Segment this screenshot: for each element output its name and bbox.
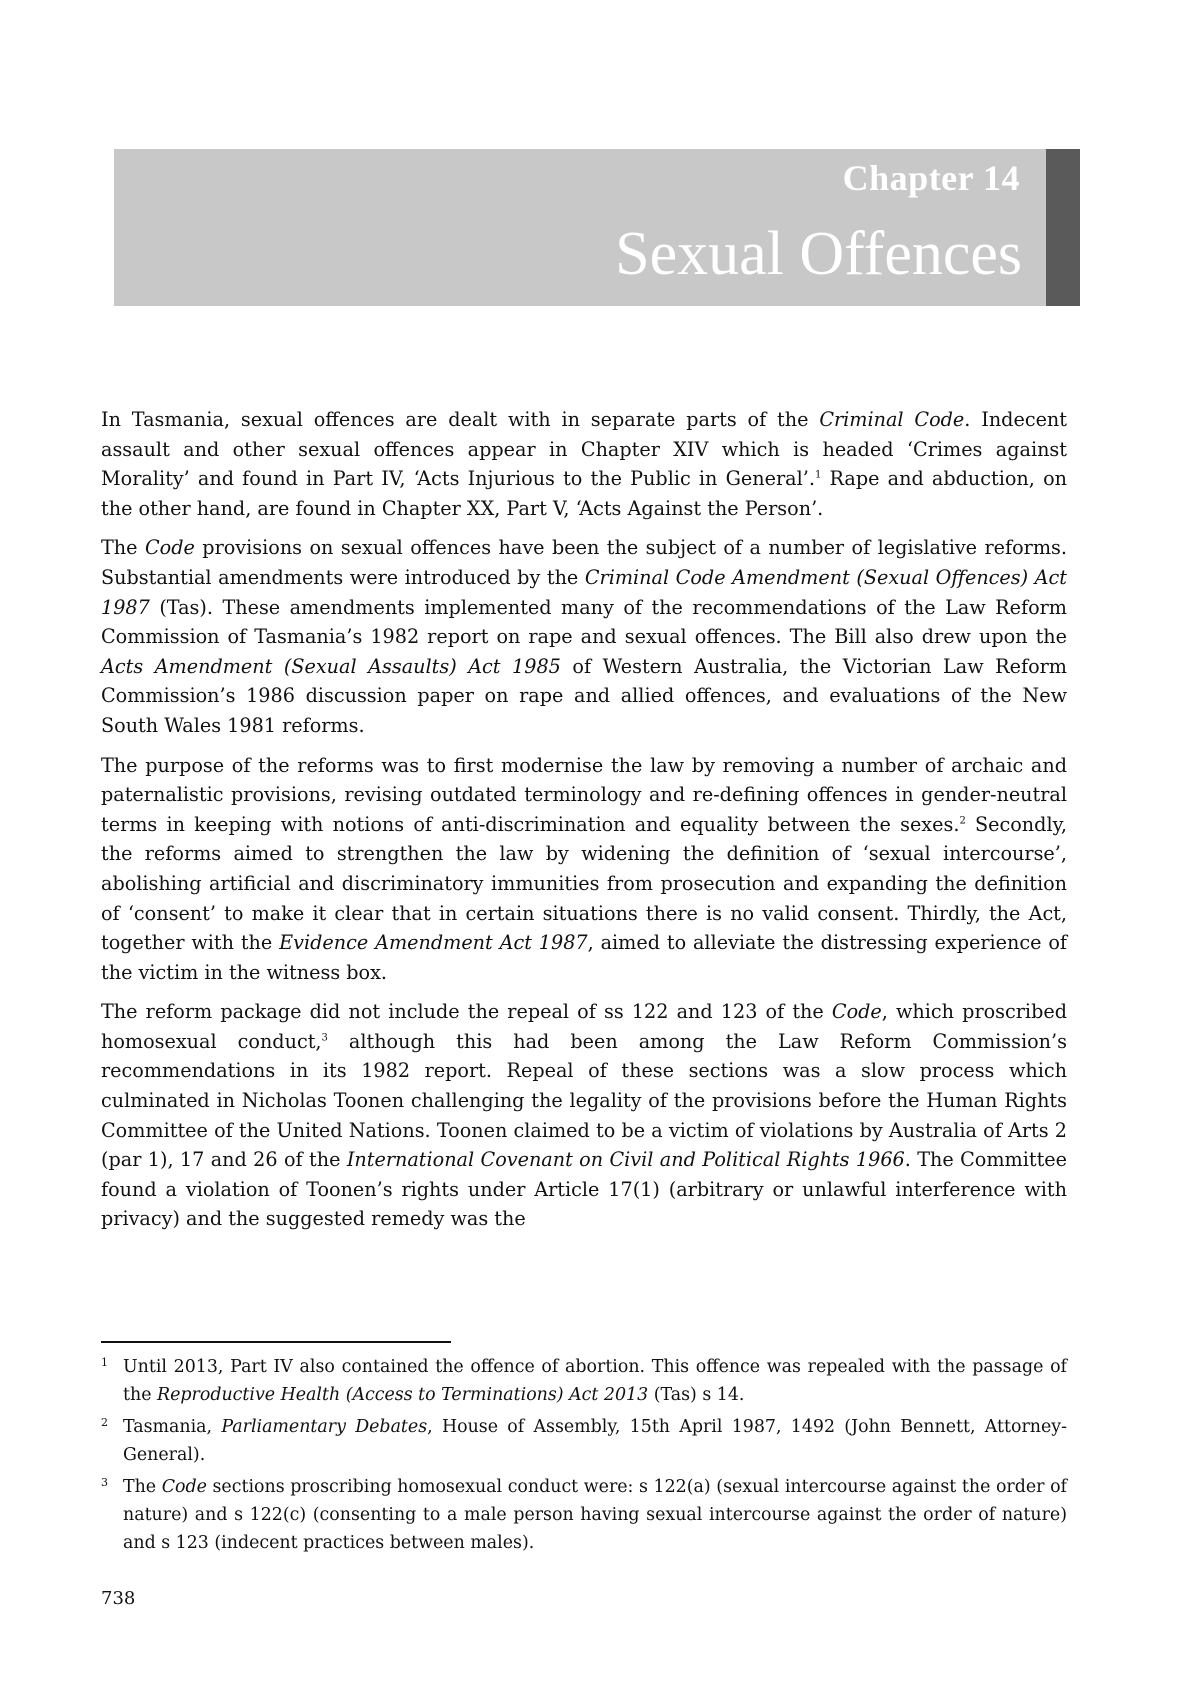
text-run: . Indecent assault and other sexual offences appear in Chapter XIV which is headed ‘Crimes against Morality’ and found in Part IV, ‘Acts Injurious to the Public in General’.	[101, 408, 1067, 491]
chapter-title: Sexual Offences	[615, 220, 1022, 288]
footnotes	[101, 1353, 1067, 1561]
italic-text: Parliamentary Debates	[221, 1417, 428, 1437]
text-run: although this had been among the Law Reform Commission’s recommendations in its 1982 report. Repeal of these sections was a slow process which culminated in Nicholas Toonen challenging the legality of the provisions before the Human Rights Committee of the United Nations. Toonen claimed to be a victim of violations by Australia of Arts 2 (par 1), 17 and 26 of the	[101, 1029, 1067, 1172]
footnote	[101, 1413, 1067, 1469]
text-run: , aimed to alleviate the distressing experience of the victim in the witness box.	[101, 931, 1067, 984]
text-run: (Tas) s 14.	[648, 1385, 745, 1405]
body-paragraph	[101, 405, 1067, 523]
italic-text: Code	[144, 536, 195, 560]
body-paragraph	[101, 533, 1067, 740]
text-run: Rape and abduction, on the other hand, are found in Chapter XX, Part V, ‘Acts Against the Person’.	[101, 467, 1067, 520]
body-paragraph	[101, 997, 1067, 1234]
italic-text: Evidence Amendment Act 1987	[279, 931, 588, 955]
footnote-ref: 3	[321, 1032, 328, 1044]
footnote-text	[123, 1473, 1067, 1557]
footnote-number: 2	[101, 1416, 108, 1429]
footnote-number: 3	[101, 1476, 108, 1489]
italic-text: Criminal Code	[819, 408, 965, 431]
text-run: . The Committee found a violation of Toonen’s rights under Article 17(1) (arbitrary or unlawful interference with privacy) and the suggested remedy was the	[101, 1148, 1068, 1231]
footnote-ref: 2	[959, 815, 966, 827]
italic-text: Reproductive Health (Access to Terminations) Act 2013	[157, 1385, 649, 1405]
italic-text: Acts Amendment (Sexual Assaults) Act 1985	[101, 654, 561, 678]
text-run: The purpose of the reforms was to first modernise the law by removing a number of archaic and paternalistic provisions, revising outdated terminology and re-defining offences in gender-neutral terms in keeping with notions of anti-discrimination and equality between the sexes.	[101, 753, 1067, 836]
text-run: Tasmania,	[123, 1417, 222, 1437]
footnote-ref: 1	[814, 469, 822, 481]
text-run: (Tas). These amendments implemented many of the recommendations of the Law Reform Commission of Tasmania’s 1982 report on rape and sexual offences. The Bill also drew upon the	[101, 595, 1067, 649]
text-run: The	[101, 536, 145, 560]
italic-text: International Covenant on Civil and Political Rights 1966	[346, 1148, 905, 1172]
italic-text: Criminal Code Amendment (Sexual Offences) Act 1987	[101, 565, 1067, 619]
text-run: of Western Australia, the Victorian Law Reform Commission’s 1986 discussion paper on rape and allied offences, and evaluations of the New South Wales 1981 reforms.	[101, 654, 1067, 737]
text-run: In Tasmania, sexual offences are dealt with in separate parts of the	[101, 408, 820, 431]
footnote-text	[123, 1413, 1067, 1469]
italic-text: Code	[831, 1000, 882, 1024]
text-run: provisions on sexual offences have been the subject of a number of legislative reforms. Substantial amendments were introduced by the	[101, 536, 1067, 589]
footnote	[101, 1353, 1067, 1409]
body-text	[101, 405, 1067, 1244]
footnote-text	[123, 1353, 1067, 1409]
text-run: The reform package did not include the repeal of ss 122 and 123 of the	[101, 1000, 832, 1024]
text-run: , House of Assembly, 15th April 1987, 1492 (John Bennett, Attorney-General).	[123, 1417, 1067, 1465]
text-run: The	[123, 1477, 162, 1497]
footnote	[101, 1473, 1067, 1557]
body-paragraph	[101, 751, 1067, 988]
text-run: Until 2013, Part IV also contained the offence of abortion. This offence was repealed with the passage of the	[123, 1357, 1067, 1405]
text-run: Secondly, the reforms aimed to strengthen the law by widening the definition of ‘sexual intercourse’, abolishing artificial and discriminatory immunities from prosecution and expanding the definition of ‘consent’ to make it clear that in certain situations there is no valid consent. Thirdly, the Act, together with the	[101, 812, 1067, 955]
italic-text: Code	[161, 1477, 207, 1497]
text-run: sections proscribing homosexual conduct were: s 122(a) (sexual intercourse against the order of nature) and s 122(c) (consenting to a male person having sexual intercourse against the order of nature) and s 123 (indecent practices between males).	[123, 1477, 1067, 1553]
footnote-divider	[101, 1341, 451, 1343]
chapter-label: Chapter 14	[842, 158, 1020, 198]
chapter-banner	[114, 149, 1046, 306]
page-number: 738	[101, 1588, 136, 1609]
chapter-banner-accent-bar	[1046, 149, 1080, 306]
text-run: , which proscribed homosexual conduct,	[101, 1000, 1067, 1053]
footnote-number: 1	[101, 1356, 108, 1369]
